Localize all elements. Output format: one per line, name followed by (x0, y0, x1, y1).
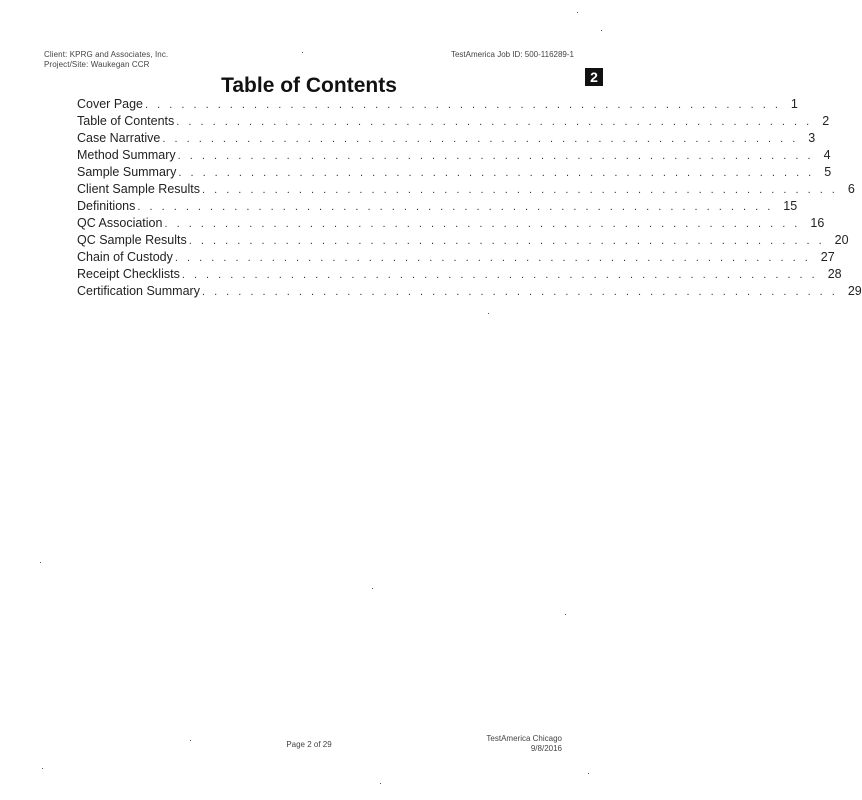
scan-speck (588, 773, 589, 774)
client-line: Client: KPRG and Associates, Inc. (44, 50, 169, 59)
toc-entry-page: 4 (823, 148, 831, 162)
toc-leader-dots: . . . . . . . . . . . . . . . . . . . . . . . . . . . . . . . . . . . . . . . . . . . . . . . . . . . . . (188, 235, 825, 247)
toc-leader-dots: . . . . . . . . . . . . . . . . . . . . . . . . . . . . . . . . . . . . . . . . . . . . . . . . . . . . . (164, 218, 801, 230)
scan-speck (42, 768, 43, 769)
scan-speck (488, 313, 489, 314)
toc-entry[interactable] (77, 266, 842, 283)
toc-entry-page: 2 (822, 114, 830, 128)
scan-speck (372, 588, 373, 589)
scan-speck (40, 562, 41, 563)
toc-entry-page: 5 (824, 165, 832, 179)
scan-speck (302, 52, 303, 53)
toc-entry-page: 3 (808, 131, 816, 145)
toc-entry-label: Table of Contents (77, 114, 175, 128)
toc-leader-dots: . . . . . . . . . . . . . . . . . . . . . . . . . . . . . . . . . . . . . . . . . . . . . . . . . . . . . (181, 269, 818, 281)
header-left (44, 50, 168, 70)
toc-entry-label: Receipt Checklists (77, 267, 180, 281)
toc-entry-label: Client Sample Results (77, 182, 200, 196)
table-of-contents (77, 96, 862, 300)
footer-right (486, 734, 562, 754)
toc-entry[interactable] (77, 113, 830, 130)
page-title: Table of Contents (221, 74, 397, 97)
toc-entry-label: QC Sample Results (77, 233, 187, 247)
toc-entry-label: Definitions (77, 199, 136, 213)
toc-entry-page: 20 (834, 233, 849, 247)
toc-entry-label: Chain of Custody (77, 250, 173, 264)
toc-entry-page: 16 (810, 216, 825, 230)
toc-leader-dots: . . . . . . . . . . . . . . . . . . . . . . . . . . . . . . . . . . . . . . . . . . . . . . . . . . . . . (201, 184, 838, 196)
toc-entry-page: 29 (847, 284, 862, 298)
toc-entry[interactable] (77, 96, 798, 113)
scan-speck (380, 783, 381, 784)
toc-entry-label: QC Association (77, 216, 163, 230)
toc-entry-page: 28 (827, 267, 842, 281)
toc-entry-label: Sample Summary (77, 165, 177, 179)
scan-speck (601, 30, 602, 31)
page-number: Page 2 of 29 (286, 740, 332, 749)
toc-entry[interactable] (77, 130, 816, 147)
toc-leader-dots: . . . . . . . . . . . . . . . . . . . . . . . . . . . . . . . . . . . . . . . . . . . . . . . . . . . . . (162, 133, 799, 145)
toc-entry-page: 1 (790, 97, 798, 111)
scan-speck (577, 12, 578, 13)
toc-leader-dots: . . . . . . . . . . . . . . . . . . . . . . . . . . . . . . . . . . . . . . . . . . . . . . . . . . . . . (174, 252, 811, 264)
toc-leader-dots: . . . . . . . . . . . . . . . . . . . . . . . . . . . . . . . . . . . . . . . . . . . . . . . . . . . . . (137, 201, 774, 213)
toc-entry-label: Certification Summary (77, 284, 200, 298)
toc-leader-dots: . . . . . . . . . . . . . . . . . . . . . . . . . . . . . . . . . . . . . . . . . . . . . . . . . . . . . (145, 99, 781, 111)
toc-entry-page: 27 (820, 250, 835, 264)
toc-leader-dots: . . . . . . . . . . . . . . . . . . . . . . . . . . . . . . . . . . . . . . . . . . . . . . . . . . . . . (201, 286, 838, 298)
lab-name: TestAmerica Chicago (486, 734, 562, 743)
project-line: Project/Site: Waukegan CCR (44, 60, 150, 69)
toc-entry[interactable] (77, 215, 825, 232)
toc-entry-page: 6 (847, 182, 855, 196)
toc-entry[interactable] (77, 198, 798, 215)
toc-entry-label: Method Summary (77, 148, 176, 162)
toc-entry[interactable] (77, 147, 831, 164)
toc-entry[interactable] (77, 181, 855, 198)
section-badge: 2 (585, 68, 603, 86)
toc-entry[interactable] (77, 283, 862, 300)
toc-entry[interactable] (77, 249, 835, 266)
toc-leader-dots: . . . . . . . . . . . . . . . . . . . . . . . . . . . . . . . . . . . . . . . . . . . . . . . . . . . . . (176, 116, 813, 128)
toc-entry-label: Cover Page (77, 97, 144, 111)
job-id: TestAmerica Job ID: 500-116289-1 (450, 50, 574, 59)
report-date: 9/8/2016 (530, 744, 562, 753)
toc-entry-label: Case Narrative (77, 131, 161, 145)
toc-leader-dots: . . . . . . . . . . . . . . . . . . . . . . . . . . . . . . . . . . . . . . . . . . . . . . . . . . . . . (178, 167, 815, 179)
scan-speck (565, 614, 566, 615)
toc-leader-dots: . . . . . . . . . . . . . . . . . . . . . . . . . . . . . . . . . . . . . . . . . . . . . . . . . . . . . (177, 150, 814, 162)
toc-entry[interactable] (77, 232, 849, 249)
toc-entry[interactable] (77, 164, 832, 181)
scan-speck (190, 740, 191, 741)
toc-entry-page: 15 (783, 199, 798, 213)
